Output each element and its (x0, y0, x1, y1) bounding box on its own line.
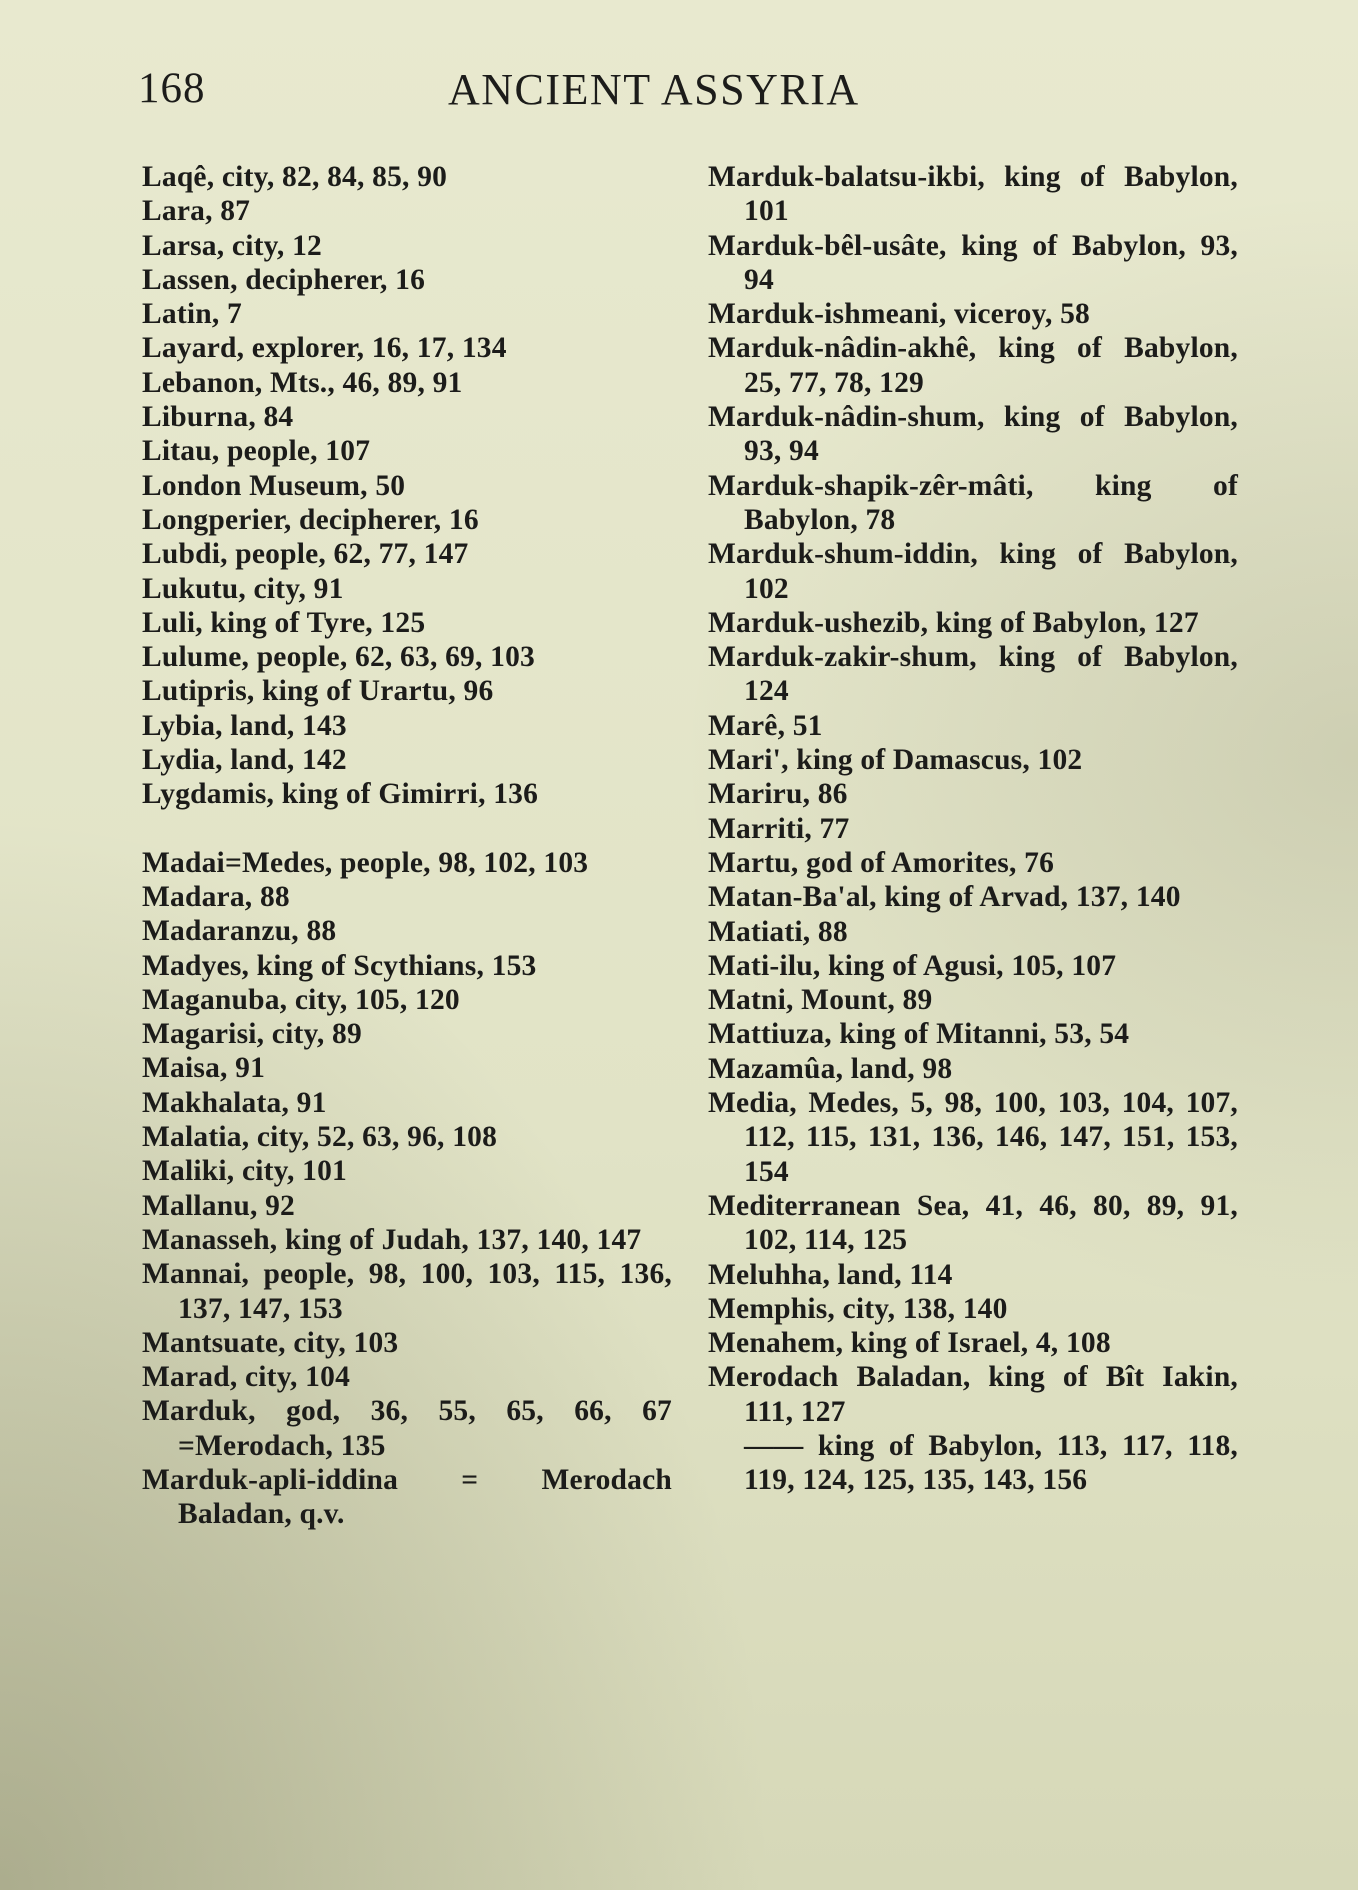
index-entry: Lybia, land, 143 (142, 709, 347, 742)
index-entry: Magarisi, city, 89 (142, 1018, 362, 1051)
index-entry: Maisa, 91 (142, 1052, 266, 1085)
index-entry: Larsa, city, 12 (142, 229, 322, 262)
index-entry: Mattiuza, king of Mitanni, 53, 54 (708, 1018, 1130, 1051)
index-entry: Marduk, god, 36, 55, 65, 66, 67 =Merodach, 135 (142, 1395, 672, 1462)
index-entry: Lubdi, people, 62, 77, 147 (142, 538, 469, 571)
index-entry: Mediterranean Sea, 41, 46, 80, 89, 91, 102, 114, 125 (708, 1189, 1238, 1257)
index-entry: Manasseh, king of Judah, 137, 140, 147 (142, 1223, 642, 1256)
index-entry: Marduk-shapik-zêr-mâti, king of Babylon, 78 (708, 469, 1238, 536)
index-entry: Lara, 87 (142, 195, 251, 228)
index-subentry: —— king of Babylon, 113, 117, 118, 119, 124, 125, 135, 143, 156 (744, 1429, 1238, 1497)
index-entry: Marduk-bêl-usâte, king of Babylon, 93, 94 (708, 229, 1238, 296)
index-entry: Memphis, city, 138, 140 (708, 1292, 1008, 1325)
index-entry: Marduk-shum-iddin, king of Babylon, 102 (708, 538, 1238, 605)
index-entry: Mariru, 86 (708, 778, 848, 811)
index-entry: Lebanon, Mts., 46, 89, 91 (142, 366, 463, 399)
index-entry: Media, Medes, 5, 98, 100, 103, 104, 107, 112, 115, 131, 136, 146, 147, 151, 153, 154 (708, 1087, 1238, 1188)
index-entry: Liburna, 84 (142, 401, 294, 434)
index-entry: Latin, 7 (142, 298, 242, 331)
letter-section-gap (142, 812, 672, 846)
index-entry: Makhalata, 91 (142, 1086, 327, 1119)
index-entry: Maliki, city, 101 (142, 1155, 347, 1188)
index-entry: Litau, people, 107 (142, 435, 371, 468)
index-column-right (708, 160, 1238, 1498)
index-entry: Madai=Medes, people, 98, 102, 103 (142, 846, 589, 879)
index-entry: Mati-ilu, king of Agusi, 105, 107 (708, 949, 1117, 982)
page-number: 168 (138, 65, 206, 112)
index-entry: Madyes, king of Scythians, 153 (142, 949, 537, 982)
index-entry: Madara, 88 (142, 880, 290, 913)
index-entry: Matiati, 88 (708, 915, 848, 948)
index-entry: Lukutu, city, 91 (142, 572, 344, 605)
index-entry: Lulume, people, 62, 63, 69, 103 (142, 641, 535, 674)
index-entry: Meluhha, land, 114 (708, 1258, 953, 1291)
index-entry: Malatia, city, 52, 63, 96, 108 (142, 1121, 498, 1154)
index-entry: Mannai, people, 98, 100, 103, 115, 136, 137, 147, 153 (142, 1258, 672, 1325)
index-entry: Matni, Mount, 89 (708, 984, 933, 1017)
index-entry: Lydia, land, 142 (142, 744, 347, 777)
index-entry: Maganuba, city, 105, 120 (142, 983, 460, 1016)
index-entry: Marduk-ishmeani, viceroy, 58 (708, 298, 1090, 331)
index-entry: Marduk-ushezib, king of Babylon, 127 (708, 606, 1199, 639)
running-head (138, 64, 1278, 124)
running-title: ANCIENT ASSYRIA (448, 65, 860, 114)
index-entry: Marduk-zakir-shum, king of Babylon, 124 (708, 641, 1238, 708)
index-entry: Menahem, king of Israel, 4, 108 (708, 1327, 1111, 1360)
index-entry: Marduk-apli-iddina = Merodach Baladan, q.v. (142, 1463, 672, 1531)
index-entry: Mantsuate, city, 103 (142, 1326, 399, 1359)
index-entry: Lassen, decipherer, 16 (142, 263, 426, 296)
index-entry: Mallanu, 92 (142, 1189, 295, 1222)
index-entry: Luli, king of Tyre, 125 (142, 606, 426, 639)
index-entry: Marduk-nâdin-akhê, king of Babylon, 25, 77, 78, 129 (708, 332, 1238, 399)
index-entry: London Museum, 50 (142, 469, 406, 502)
index-entry: Marduk-balatsu-ikbi, king of Babylon, 101 (708, 161, 1238, 228)
index-entry: Merodach Baladan, king of Bît Iakin, 111, 127 (708, 1361, 1238, 1428)
index-entry: Lygdamis, king of Gimirri, 136 (142, 778, 539, 811)
index-entry: Matan-Ba'al, king of Arvad, 137, 140 (708, 881, 1181, 914)
index-entry: Mazamûa, land, 98 (708, 1052, 953, 1085)
index-entry: Marad, city, 104 (142, 1361, 351, 1394)
index-entry: Laqê, city, 82, 84, 85, 90 (142, 161, 448, 193)
index-entry: Lutipris, king of Urartu, 96 (142, 675, 494, 708)
index-entry: Marriti, 77 (708, 812, 850, 845)
index-column-left (142, 160, 672, 1532)
index-entry: Layard, explorer, 16, 17, 134 (142, 332, 507, 365)
index-entry: Marduk-nâdin-shum, king of Babylon, 93, 94 (708, 401, 1238, 468)
index-entry: Martu, god of Amorites, 76 (708, 846, 1055, 879)
index-entry: Marê, 51 (708, 709, 823, 742)
index-entry: Longperier, decipherer, 16 (142, 503, 479, 536)
index-entry: Mari', king of Damascus, 102 (708, 744, 1083, 777)
index-entry: Madaranzu, 88 (142, 915, 337, 948)
